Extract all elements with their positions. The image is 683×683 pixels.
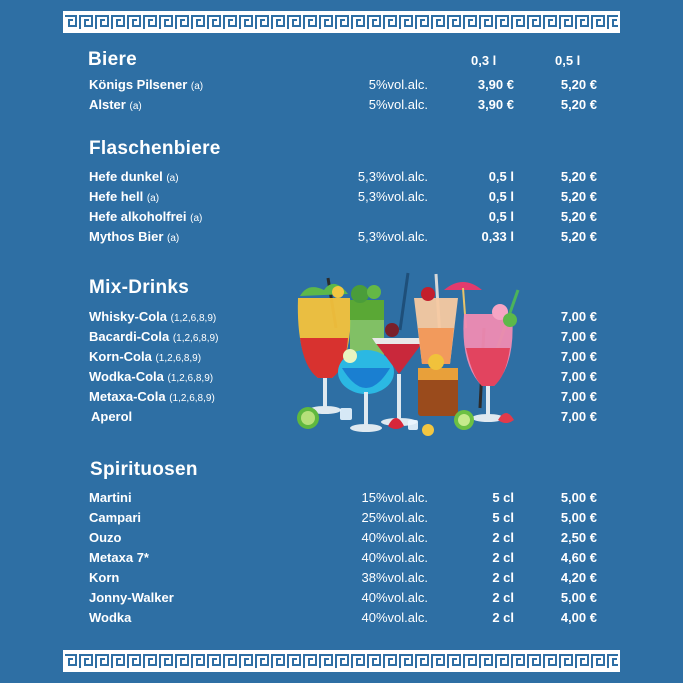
- section-title-flaschenbiere: Flaschenbiere: [89, 138, 221, 159]
- item-name: Whisky-Cola (1,2,6,8,9): [89, 309, 217, 324]
- item-note: (a): [129, 101, 142, 112]
- item-name: Hefe hell (a): [89, 189, 160, 204]
- item-note: (1,2,6,8,9): [169, 393, 215, 404]
- item-volume: 2 cl: [492, 570, 514, 585]
- item-price-large: 5,20 €: [560, 77, 597, 92]
- item-price: 7,00 €: [560, 409, 597, 424]
- item-name: Königs Pilsener (a): [89, 77, 204, 92]
- item-volume: 2 cl: [492, 530, 514, 545]
- item-name: Wodka-Cola (1,2,6,8,9): [89, 369, 214, 384]
- item-note: (a): [166, 173, 179, 184]
- item-alcohol: 25%vol.alc.: [361, 510, 428, 525]
- item-volume: 2 cl: [492, 610, 514, 625]
- menu-row: [0, 209, 683, 229]
- item-name: Hefe dunkel (a): [89, 169, 179, 184]
- item-price: 7,00 €: [560, 369, 597, 384]
- item-price: 7,00 €: [560, 329, 597, 344]
- item-alcohol: 40%vol.alc.: [361, 530, 428, 545]
- item-note: (a): [190, 81, 204, 92]
- menu-row: [0, 349, 683, 369]
- item-note: (1,2,6,8,9): [155, 353, 202, 364]
- item-price-large: 5,20 €: [560, 97, 597, 112]
- item-name: Alster (a): [89, 97, 142, 112]
- item-alcohol: 40%vol.alc.: [361, 590, 428, 605]
- item-name: Metaxa 7*: [89, 550, 149, 565]
- item-alcohol: 40%vol.alc.: [361, 610, 428, 625]
- item-alcohol: 15%vol.alc.: [361, 490, 428, 505]
- item-price: 5,00 €: [560, 590, 597, 605]
- item-price-small: 3,90 €: [477, 77, 514, 92]
- item-volume: 0,33 l: [481, 229, 514, 244]
- item-price: 5,00 €: [560, 490, 597, 505]
- item-price: 4,60 €: [560, 550, 597, 565]
- item-price: 5,20 €: [560, 169, 597, 184]
- section-title-mix-drinks: Mix-Drinks: [89, 277, 190, 298]
- column-header-0-3: 0,3 l: [471, 53, 497, 68]
- item-name: Hefe alkoholfrei (a): [89, 209, 203, 224]
- item-note: (1,2,6,8,9): [170, 313, 217, 324]
- menu-row: [0, 530, 683, 550]
- item-alcohol: 5,3%vol.alc.: [357, 189, 428, 204]
- menu-row: [0, 369, 683, 389]
- menu-row: [0, 570, 683, 590]
- item-volume: 0,5 l: [488, 169, 514, 184]
- item-volume: 2 cl: [492, 550, 514, 565]
- menu-row: [0, 610, 683, 630]
- item-name: Korn: [89, 570, 120, 585]
- item-alcohol: 5%vol.alc.: [368, 97, 428, 112]
- item-note: (a): [167, 233, 180, 244]
- greek-key-border-bottom: [63, 650, 620, 672]
- item-price: 4,20 €: [560, 570, 597, 585]
- menu-row: [0, 409, 683, 429]
- menu-row: [0, 77, 683, 97]
- item-alcohol: 40%vol.alc.: [361, 550, 428, 565]
- item-note: (1,2,6,8,9): [167, 373, 214, 384]
- item-alcohol: 5%vol.alc.: [368, 77, 428, 92]
- greek-key-border-top: [63, 11, 620, 33]
- item-price: 4,00 €: [560, 610, 597, 625]
- greek-key-pattern-bottom: [63, 650, 620, 672]
- section-title-biere: Biere: [88, 49, 138, 70]
- item-name: Ouzo: [89, 530, 122, 545]
- menu-row: [0, 169, 683, 189]
- item-volume: 5 cl: [492, 510, 514, 525]
- item-volume: 0,5 l: [488, 209, 514, 224]
- item-price: 5,00 €: [560, 510, 597, 525]
- item-note: (a): [146, 193, 160, 204]
- item-name: Wodka: [89, 610, 132, 625]
- item-price: 5,20 €: [560, 229, 597, 244]
- item-name: Metaxa-Cola (1,2,6,8,9): [89, 389, 215, 404]
- menu-row: [0, 550, 683, 570]
- menu-row: [0, 229, 683, 249]
- menu-row: [0, 590, 683, 610]
- menu-row: [0, 329, 683, 349]
- item-price: 5,20 €: [560, 189, 597, 204]
- item-alcohol: 5,3%vol.alc.: [357, 229, 428, 244]
- menu-row: [0, 490, 683, 510]
- item-volume: 0,5 l: [488, 189, 514, 204]
- greek-key-pattern-top: [63, 11, 620, 33]
- menu-row: [0, 309, 683, 329]
- item-name: Mythos Bier (a): [89, 229, 180, 244]
- item-note: (1,2,6,8,9): [172, 333, 219, 344]
- menu-row: [0, 189, 683, 209]
- item-name: Bacardi-Cola (1,2,6,8,9): [89, 329, 219, 344]
- item-price: 2,50 €: [560, 530, 597, 545]
- item-note: (a): [190, 213, 203, 224]
- item-price: 7,00 €: [560, 349, 597, 364]
- menu-row: [0, 97, 683, 117]
- menu-row: [0, 510, 683, 530]
- item-name: Martini: [89, 490, 132, 505]
- section-title-spirituosen: Spirituosen: [90, 459, 198, 480]
- item-volume: 5 cl: [492, 490, 514, 505]
- item-name: Aperol: [91, 409, 133, 424]
- menu-row: [0, 389, 683, 409]
- item-price-small: 3,90 €: [477, 97, 514, 112]
- item-name: Jonny-Walker: [89, 590, 174, 605]
- item-alcohol: 5,3%vol.alc.: [357, 169, 428, 184]
- item-volume: 2 cl: [492, 590, 514, 605]
- column-header-0-5: 0,5 l: [555, 53, 581, 68]
- item-name: Korn-Cola (1,2,6,8,9): [89, 349, 202, 364]
- item-alcohol: 38%vol.alc.: [361, 570, 428, 585]
- item-price: 7,00 €: [560, 389, 597, 404]
- item-price: 5,20 €: [560, 209, 597, 224]
- item-price: 7,00 €: [560, 309, 597, 324]
- item-name: Campari: [89, 510, 142, 525]
